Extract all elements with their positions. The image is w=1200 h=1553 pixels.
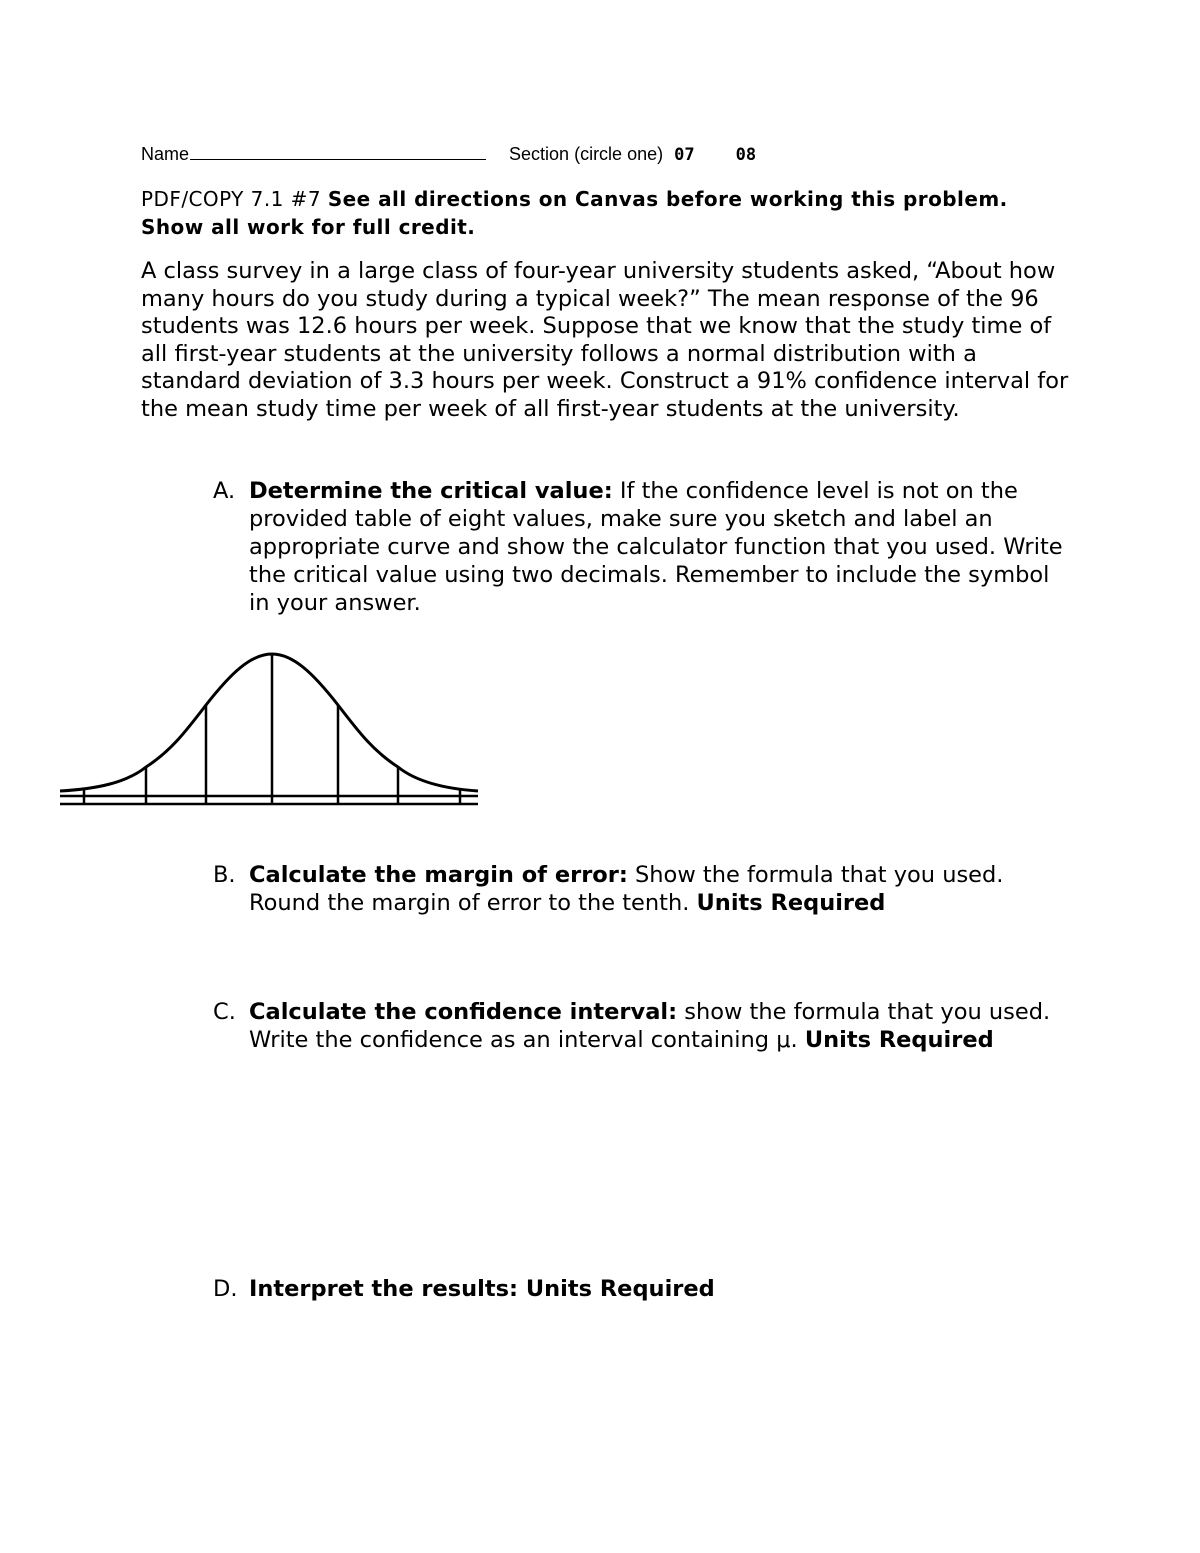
name-label: Name [141, 144, 190, 164]
part-a-title: Determine the critical value: [249, 478, 613, 504]
part-b-text: Show the formula that you used. Round the margin of error to the tenth. [249, 862, 1004, 916]
part-c-title: Calculate the confidence interval: [249, 999, 678, 1025]
instructions-prefix: PDF/COPY 7.1 #7 [141, 187, 328, 211]
part-a-text: If the confidence level is not on the provided table of eight values, make sure you sketch and label an appropriate curve and show the calculator function that you used. Write the critical value using two decimals. Remember to include the symbol in your answer. [249, 478, 1063, 616]
student-header [141, 144, 756, 165]
part-b-title: Calculate the margin of error: [249, 862, 628, 888]
bell-curve [60, 654, 478, 791]
part-a [213, 477, 1073, 617]
section-option-07[interactable]: 07 [674, 145, 695, 165]
section-label: Section (circle one) [509, 144, 664, 164]
part-d [213, 1275, 1073, 1303]
part-b-letter: B. [213, 862, 236, 888]
part-c-letter: C. [213, 999, 236, 1025]
part-c-units-required: Units Required [804, 1027, 994, 1053]
part-a-letter: A. [213, 478, 236, 504]
part-b [213, 861, 1073, 917]
part-d-title: Interpret the results: Units Required [249, 1276, 715, 1302]
normal-curve-sketch [56, 645, 486, 815]
part-c-text: show the formula that you used. Write the confidence as an interval containing μ. [249, 999, 1051, 1053]
part-c [213, 998, 1073, 1054]
name-blank-line[interactable] [190, 145, 486, 160]
part-d-letter: D. [213, 1276, 238, 1302]
instructions-bold-text: See all directions on Canvas before working this problem. Show all work for full credit. [141, 187, 1008, 239]
problem-statement: A class survey in a large class of four-year university students asked, “About how many hours do you study during a typical week?” The mean response of the 96 students was 12.6 hours per week. Suppose that we know that the study time of all first-year students at the university follows a normal distribution with a standard deviation of 3.3 hours per week. Construct a 91% confidence interval for the mean study time per week of all first-year students at the university. [141, 258, 1069, 422]
part-b-units-required: Units Required [696, 890, 886, 916]
instructions [141, 186, 1061, 241]
section-option-08[interactable]: 08 [735, 145, 757, 165]
